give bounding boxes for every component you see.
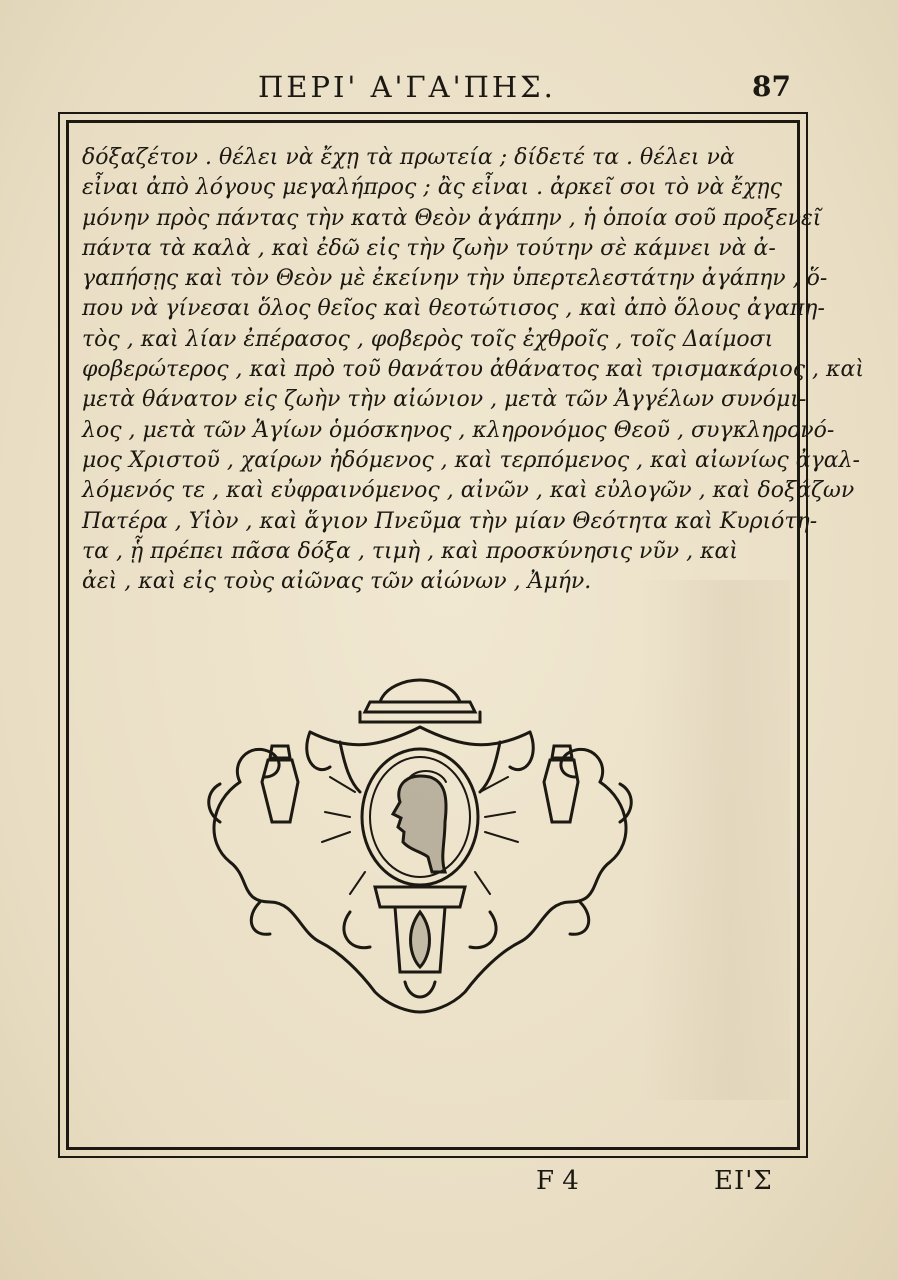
text-line: ἀεὶ , καὶ εἰς τοὺς αἰῶνας τῶν αἰώνων , Ἀμήν. (82, 569, 592, 595)
text-line: πάντα τὰ καλὰ , καὶ ἐδῶ εἰς τὴν ζωὴν τούτην σὲ κάμνει νὰ ἀ- (82, 235, 776, 261)
signature-mark: F 4 (536, 1166, 579, 1196)
portrait-medallion-vignette-icon (200, 672, 640, 1022)
page-number: 87 (752, 70, 791, 103)
text-line: μετὰ θάνατον εἰς ζωὴν τὴν αἰώνιον , μετὰ τῶν Ἀγγέλων συνόμι- (82, 387, 807, 413)
catchword: ΕΙ'Σ (714, 1166, 773, 1196)
text-line: γαπήσῃς καὶ τὸν Θεὸν μὲ ἐκείνην τὴν ὑπερτελεστάτην ἀγάπην , ὅ- (82, 266, 828, 292)
text-line: δόξαζέτον . θέλει νὰ ἔχῃ τὰ πρωτεία ; δίδετέ τα . θέλει νὰ (82, 145, 735, 170)
text-line: Πατέρα , Υἱὸν , καὶ ἅγιον Πνεῦμα τὴν μίαν Θεότητα καὶ Κυριότη- (82, 508, 818, 534)
page-footer (0, 1166, 898, 1206)
text-line: εἶναι ἀπὸ λόγους μεγαλήπρος ; ἂς εἶναι . ἀρκεῖ σοι τὸ νὰ ἔχῃς (82, 175, 782, 201)
text-line: που νὰ γίνεσαι ὅλος θεῖος καὶ θεοτώτισος , καὶ ἀπὸ ὅλους ἀγαπη- (82, 296, 825, 322)
text-line: μόνην πρὸς πάντας τὴν κατὰ Θεὸν ἀγάπην , ἡ ὁποία σοῦ προξενεῖ (82, 205, 822, 231)
body-text (82, 143, 864, 597)
text-line: μος Χριστοῦ , χαίρων ἠδόμενος , καὶ τερπόμενος , καὶ αἰωνίως ἀγαλ- (82, 447, 860, 473)
text-line: τα , ᾗ πρέπει πᾶσα δόξα , τιμὴ , καὶ προσκύνησις νῦν , καὶ (82, 538, 739, 564)
running-head (0, 70, 898, 110)
text-line: φοβερώτερος , καὶ πρὸ τοῦ θανάτου ἀθάνατος καὶ τρισμακάριος , καὶ (82, 357, 864, 383)
text-line: λόμενός τε , καὶ εὐφραινόμενος , αἰνῶν , καὶ εὐλογῶν , καὶ δοξάζων (82, 478, 855, 504)
text-line: λος , μετὰ τῶν Ἁγίων ὁμόσκηνος , κληρονόμος Θεοῦ , συγκληρονό- (82, 417, 835, 443)
running-head-title: ΠΕΡΙ' Α'ΓΑ'ΠΗΣ. (258, 70, 556, 104)
text-line: τὸς , καὶ λίαν ἐπέρασος , φοβερὸς τοῖς ἐχθροῖς , τοῖς Δαίμοσι (82, 326, 774, 352)
